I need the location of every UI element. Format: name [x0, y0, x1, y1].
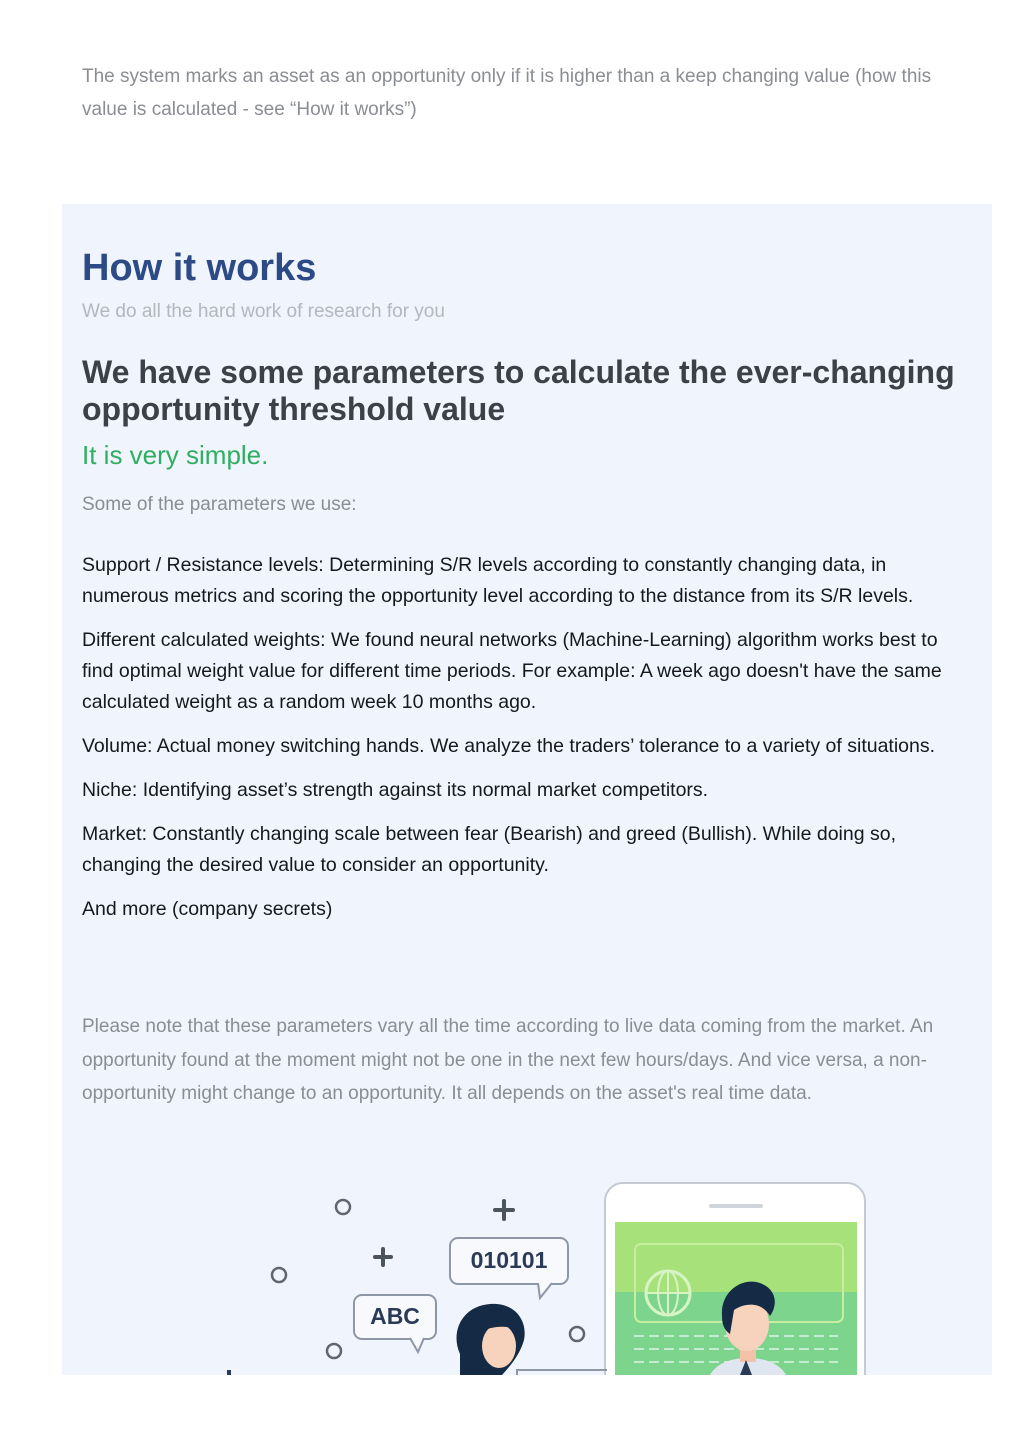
parameter-item: Niche: Identifying asset’s strength against its normal market competitors. [82, 779, 709, 801]
research-illustration [62, 1164, 992, 1375]
plus-icon [495, 1201, 513, 1219]
binary-bubble-text: 010101 [470, 1247, 548, 1273]
simple-tagline: It is very simple. [82, 440, 269, 470]
how-it-works-section [62, 204, 992, 1375]
ring-decoration [327, 1344, 341, 1358]
plus-icon [375, 1249, 391, 1265]
section-title: How it works [82, 247, 317, 289]
params-intro: Some of the parameters we use: [82, 494, 357, 515]
parameter-item: Support / Resistance levels: Determining S/R levels according to constantly changing data, in numerous metrics and scoring the opportunity level according to the distance from its S/R levels. [82, 554, 914, 607]
intro-text: The system marks an asset as an opportunity only if it is higher than a keep changing value (how this value is calculated - see “How it works”) [82, 66, 932, 120]
parameter-list [82, 550, 972, 938]
section-headline: We have some parameters to calculate the ever-changing opportunity threshold value [82, 354, 955, 427]
woman-avatar [457, 1304, 525, 1375]
parameter-item: Market: Constantly changing scale between fear (Bearish) and greed (Bullish). While doing so, changing the desired value to consider an opportunity. [82, 823, 897, 876]
parameter-item: And more (company secrets) [82, 898, 333, 920]
parameter-item: Different calculated weights: We found neural networks (Machine-Learning) algorithm works best to find optimal weight value for different time periods. For example: A week ago doesn't have the same calculated weight as a random week 10 months ago. [82, 629, 942, 713]
parameter-item: Volume: Actual money switching hands. We analyze the traders’ tolerance to a variety of situations. [82, 735, 936, 757]
binary-speech-bubble [450, 1238, 568, 1298]
abc-speech-bubble [354, 1295, 436, 1352]
parameters-note: Please note that these parameters vary all the time according to live data coming from the market. An opportunity found at the moment might not be one in the next few hours/days. And vice versa, a non-opportunity might change to an opportunity. It all depends on the asset's real time data. [82, 1016, 934, 1104]
ring-decoration [570, 1327, 584, 1341]
ring-decoration [336, 1200, 350, 1214]
abc-bubble-text: ABC [370, 1303, 420, 1329]
ring-decoration [272, 1268, 286, 1282]
section-subtitle: We do all the hard work of research for you [82, 301, 445, 322]
